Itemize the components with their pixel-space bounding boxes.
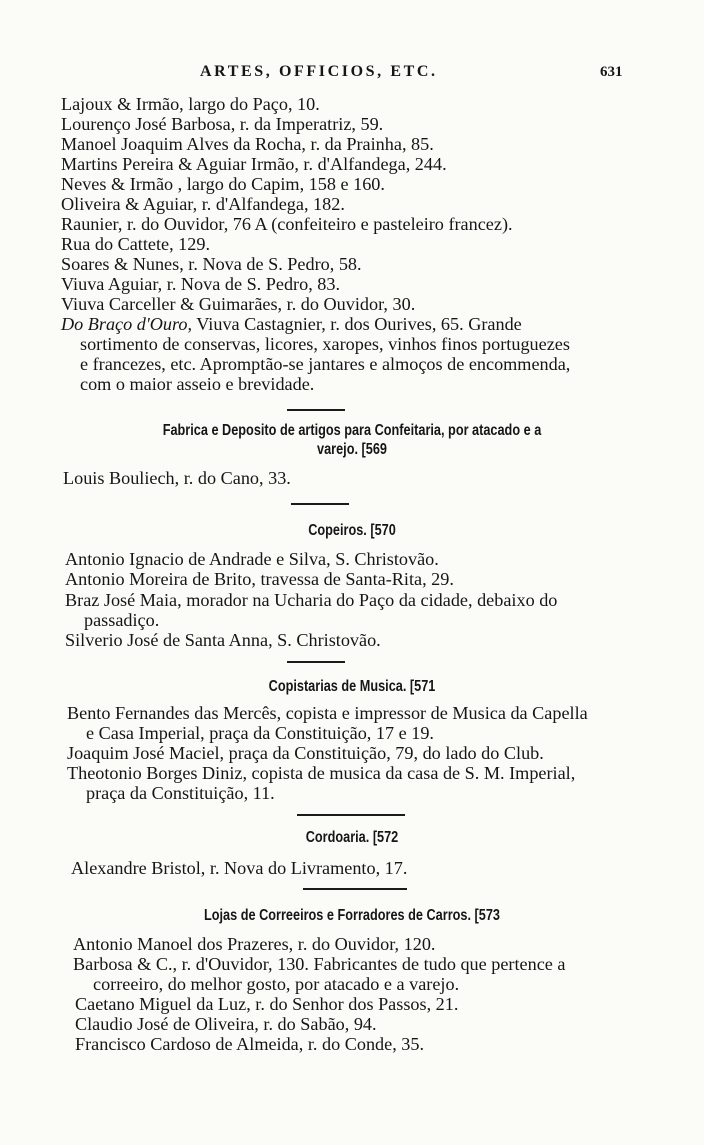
list-item: Barbosa & C., r. d'Ouvidor, 130. Fabricantes de tudo que pertence a	[73, 954, 566, 974]
section-heading: Copistarias de Musica. [571	[268, 678, 436, 695]
list-item-continuation: sortimento de conservas, licores, xaropes, vinhos finos portuguezes	[80, 334, 570, 354]
list-item: Viuva Carceller & Guimarães, r. do Ouvidor, 30.	[61, 294, 416, 314]
list-item: Raunier, r. do Ouvidor, 76 A (confeiteiro e pasteleiro francez).	[61, 214, 513, 234]
section-heading: Lojas de Correeiros e Forradores de Carros. [573	[204, 907, 500, 924]
list-item: Silverio José de Santa Anna, S. Christovão.	[65, 630, 381, 650]
braco-entry-text: Viuva Castagnier, r. dos Ourives, 65. Grande	[196, 314, 522, 334]
section-divider	[303, 888, 407, 890]
list-item: Lourenço José Barbosa, r. da Imperatriz, 59.	[61, 114, 384, 134]
list-item: Braz José Maia, morador na Ucharia do Paço da cidade, debaixo do	[65, 590, 558, 610]
list-item: Neves & Irmão , largo do Capim, 158 e 160.	[61, 174, 385, 194]
list-item: Francisco Cardoso de Almeida, r. do Conde, 35.	[75, 1034, 425, 1054]
section-divider	[287, 409, 345, 411]
list-item-continuation: praça da Constituição, 11.	[86, 783, 275, 803]
list-item: Bento Fernandes das Mercês, copista e impressor de Musica da Capella	[67, 703, 588, 723]
section-divider	[297, 814, 405, 816]
section-heading: Cordoaria. [572	[305, 829, 399, 846]
section-divider	[291, 503, 349, 505]
list-item-continuation: passadiço.	[84, 610, 160, 630]
section-divider	[287, 661, 345, 663]
list-item: Rua do Cattete, 129.	[61, 234, 211, 254]
list-item: Viuva Aguiar, r. Nova de S. Pedro, 83.	[61, 274, 341, 294]
list-item: Martins Pereira & Aguiar Irmão, r. d'Alfandega, 244.	[61, 154, 447, 174]
list-item: Antonio Moreira de Brito, travessa de Santa-Rita, 29.	[65, 569, 454, 589]
list-item: Caetano Miguel da Luz, r. do Senhor dos Passos, 21.	[75, 994, 459, 1014]
list-item: Claudio José de Oliveira, r. do Sabão, 94.	[75, 1014, 377, 1034]
list-item-continuation: e francezes, etc. Apromptão-se jantares e almoços de encommenda,	[80, 354, 571, 374]
list-item: Manoel Joaquim Alves da Rocha, r. da Prainha, 85.	[61, 134, 434, 154]
list-item: Alexandre Bristol, r. Nova do Livramento, 17.	[71, 858, 408, 878]
list-item: Soares & Nunes, r. Nova de S. Pedro, 58.	[61, 254, 362, 274]
list-item: Antonio Manoel dos Prazeres, r. do Ouvidor, 120.	[73, 934, 436, 954]
running-title: ARTES, OFFICIOS, ETC.	[200, 63, 438, 80]
list-item: Theotonio Borges Diniz, copista de musica da casa de S. M. Imperial,	[67, 763, 576, 783]
page-number: 631	[600, 64, 623, 80]
list-item-continuation: com o maior asseio e brevidade.	[80, 374, 315, 394]
page-header	[0, 63, 704, 87]
section-heading-continuation: varejo. [569	[317, 441, 387, 458]
section-heading: Fabrica e Deposito de artigos para Confeitaria, por atacado e a	[162, 422, 542, 439]
list-item: Lajoux & Irmão, largo do Paço, 10.	[61, 94, 320, 114]
braco-entry-line	[61, 315, 522, 334]
braco-entry-name: Do Braço d'Ouro,	[61, 314, 193, 334]
list-item: Louis Bouliech, r. do Cano, 33.	[63, 468, 291, 488]
list-item-continuation: e Casa Imperial, praça da Constituição, 17 e 19.	[86, 723, 434, 743]
section-heading: Copeiros. [570	[308, 522, 396, 539]
list-item: Joaquim José Maciel, praça da Constituição, 79, do lado do Club.	[67, 743, 544, 763]
list-item: Oliveira & Aguiar, r. d'Alfandega, 182.	[61, 194, 345, 214]
list-item-continuation: correeiro, do melhor gosto, por atacado e a varejo.	[93, 974, 460, 994]
list-item: Antonio Ignacio de Andrade e Silva, S. Christovão.	[65, 549, 439, 569]
